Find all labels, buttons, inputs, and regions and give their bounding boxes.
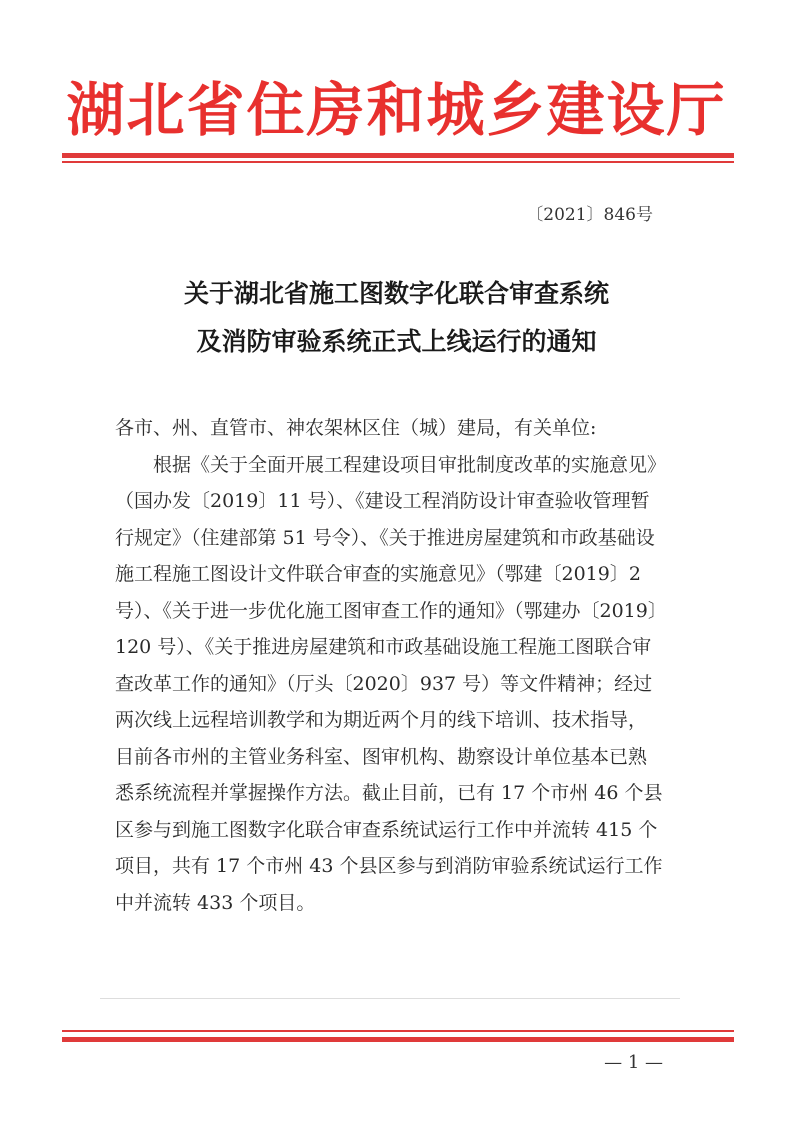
title-line-2: 及消防审验系统正式上线运行的通知 bbox=[196, 327, 597, 356]
page-number: — 1 — bbox=[604, 1052, 663, 1073]
agency-masthead: 湖北省住房和城乡建设厅 bbox=[66, 76, 727, 144]
header-rule-thin bbox=[62, 161, 734, 163]
document-number: 〔2021〕846号 bbox=[526, 205, 653, 225]
document-title bbox=[0, 270, 793, 366]
footer-rule-thick bbox=[62, 1037, 734, 1042]
footer-rule-thin bbox=[62, 1030, 734, 1032]
document-body bbox=[115, 410, 663, 921]
faint-divider bbox=[100, 998, 680, 999]
header-rule-thick bbox=[62, 153, 734, 158]
addressee-line: 各市、州、直管市、神农架林区住（城）建局，有关单位: bbox=[115, 417, 597, 439]
title-line-1: 关于湖北省施工图数字化联合审查系统 bbox=[183, 279, 609, 308]
body-paragraph: 根据《关于全面开展工程建设项目审批制度改革的实施意见》（国办发〔2019〕11 号）、《建设工程消防设计审查验收管理暂行规定》（住建部第 51 号令）、《关于推进房屋建筑和市政基础设施工程施工图设计文件联合审查的实施意见》（鄂建〔2019〕2 号）、《关于进一步优化施工图审查工作的通知》（鄂建办〔2019〕120 号）、《关于推进房屋建筑和市政基础设施工程施工图联合审查改革工作的通知》（厅头〔2020〕937 号）等文件精神；经过两次线上远程培训教学和为期近两个月的线下培训、技术指导，目前各市州的主管业务科室、图审机构、勘察设计单位基本已熟悉系统流程并掌握操作方法。截止目前，已有 17 个市州 46 个县区参与到施工图数字化联合审查系统试运行工作中并流转 415 个项目，共有 17 个市州 43 个县区参与到消防审验系统试运行工作中并流转 433 个项目。 bbox=[115, 453, 663, 914]
